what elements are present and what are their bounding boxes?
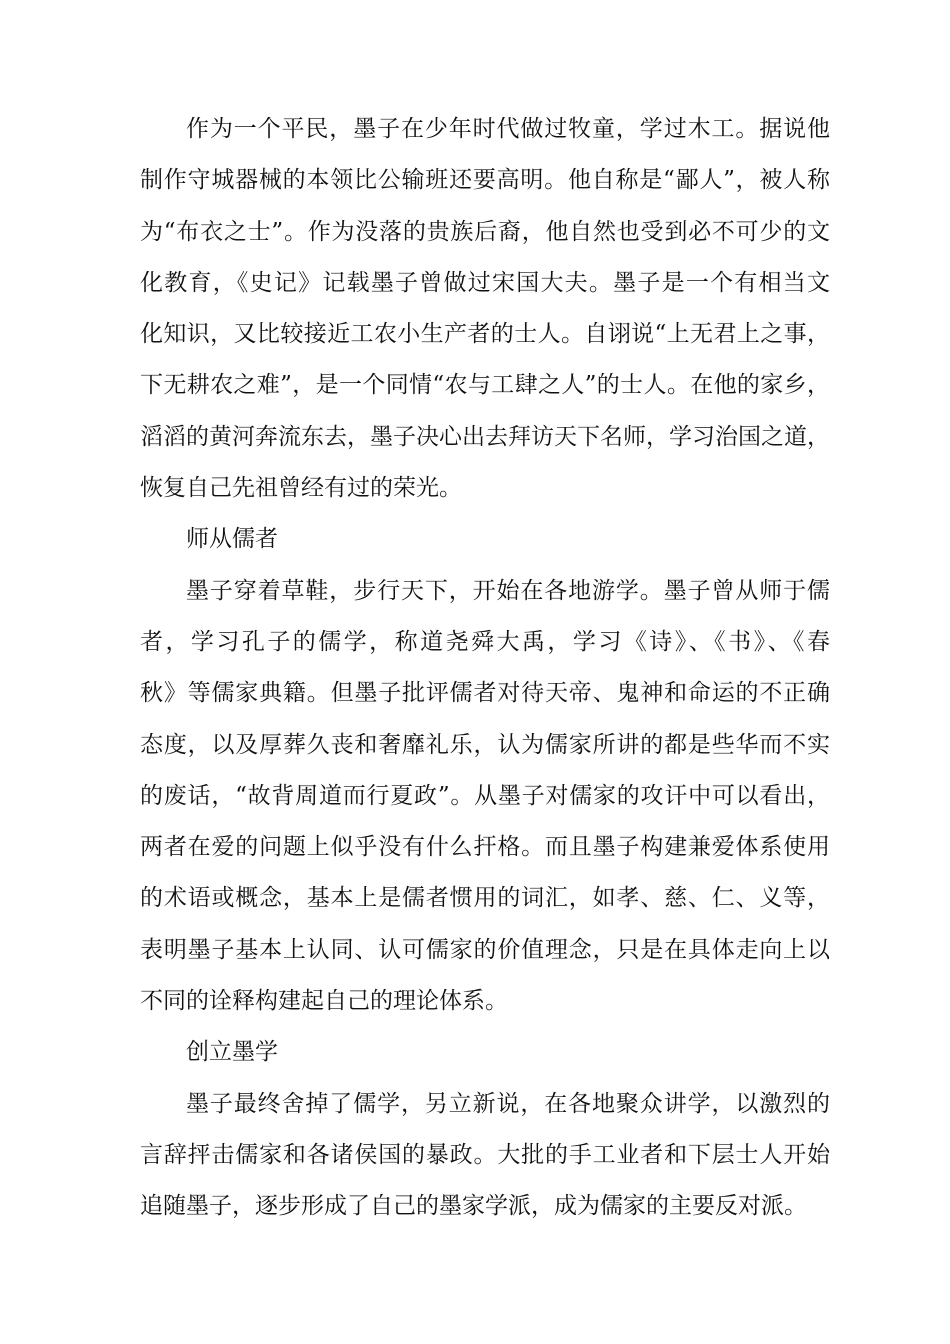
text-line: 滔滔的黄河奔流东去，墨子决心出去拜访天下名师，学习治国之道，	[140, 423, 830, 450]
text-line: 的术语或概念，基本上是儒者惯用的词汇，如孝、慈、仁、义等，	[140, 885, 830, 912]
text-line: 表明墨子基本上认同、认可儒家的价值理念，只是在具体走向上以	[140, 936, 830, 963]
text-line: 作为一个平民，墨子在少年时代做过牧童，学过木工。据说他	[186, 116, 830, 142]
text-line: 追随墨子，逐步形成了自己的墨家学派，成为儒家的主要反对派。	[140, 1193, 807, 1220]
section-heading-shicong-ruzhe: 师从儒者	[186, 526, 278, 553]
text-line: 墨子穿着草鞋，步行天下，开始在各地游学。墨子曾从师于儒	[186, 577, 830, 604]
paragraph-founding-mohism	[140, 1079, 830, 1233]
text-line: 不同的诠释构建起自己的理论体系。	[140, 988, 508, 1015]
text-line: 墨子最终舍掉了儒学，另立新说，在各地聚众讲学，以激烈的	[186, 1090, 830, 1117]
text-line: 为“布衣之士”。作为没落的贵族后裔，他自然也受到必不可少的文	[140, 218, 830, 245]
text-line: 态度，以及厚葬久丧和奢靡礼乐，认为儒家所讲的都是些华而不实	[140, 731, 830, 758]
text-line: 的废话，“故背周道而行夏政”。从墨子对儒家的攻讦中可以看出，	[140, 782, 830, 809]
text-line: 化知识，又比较接近工农小生产者的士人。自诩说“上无君上之事，	[140, 321, 830, 348]
paragraph-early-life	[140, 104, 830, 514]
paragraph-studying-confucianism	[140, 566, 830, 1028]
text-line: 恢复自己先祖曾经有过的荣光。	[140, 475, 462, 502]
text-line: 化教育，《史记》记载墨子曾做过宋国大夫。墨子是一个有相当文	[140, 269, 830, 296]
text-line: 制作守城器械的本领比公输班还要高明。他自称是“鄙人”，被人称	[140, 167, 830, 194]
text-line: 言辞抨击儒家和各诸侯国的暴政。大批的手工业者和下层士人开始	[140, 1141, 830, 1168]
text-line: 两者在爱的问题上似乎没有什么扞格。而且墨子构建兼爱体系使用	[140, 834, 830, 861]
document-body	[140, 104, 830, 1233]
section-heading-chuangli-moxue: 创立墨学	[186, 1039, 278, 1066]
text-line: 秋》等儒家典籍。但墨子批评儒者对待天帝、鬼神和命运的不正确	[140, 680, 830, 707]
text-line: 者，学习孔子的儒学，称道尧舜大禹，学习《诗》、《书》、《春	[140, 628, 830, 655]
text-line: 下无耕农之难”，是一个同情“农与工肆之人”的士人。在他的家乡，	[140, 372, 830, 399]
